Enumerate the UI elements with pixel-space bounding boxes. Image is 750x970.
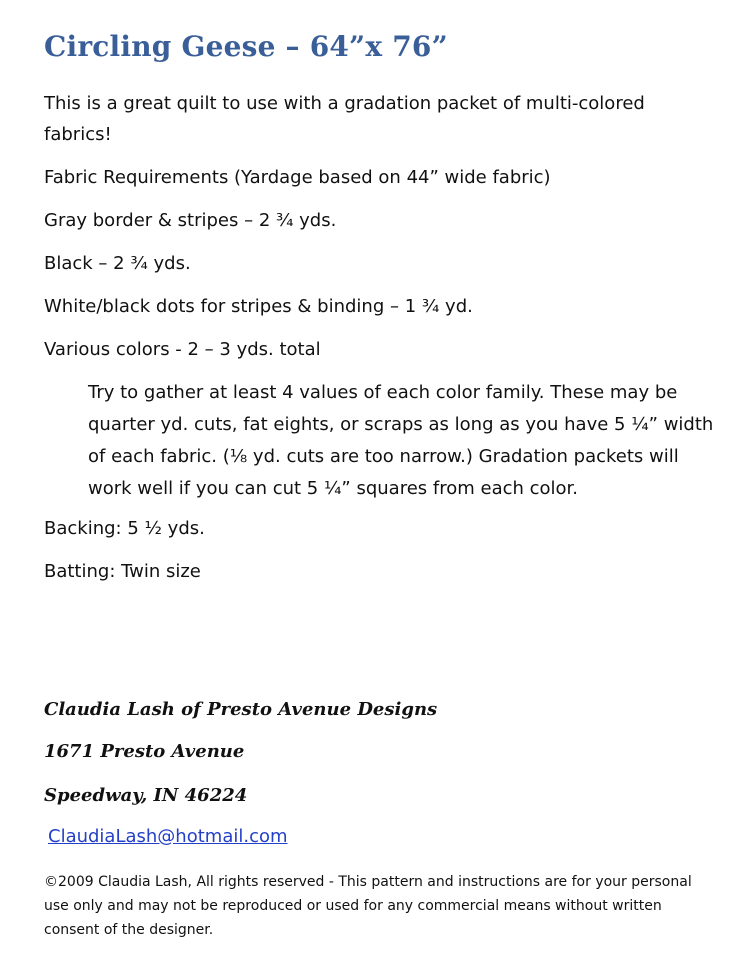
copyright-line: use only and may not be reproduced or used for any commercial means without written (44, 898, 662, 914)
color-note (88, 377, 713, 505)
intro-paragraph (44, 88, 645, 150)
intro-line: This is a great quilt to use with a gradation packet of multi-colored (44, 93, 645, 114)
copyright-line: ©2009 Claudia Lash, All rights reserved - This pattern and instructions are for your personal (44, 874, 692, 890)
fabric-requirements-heading: Fabric Requirements (Yardage based on 44” wide fabric) (44, 167, 551, 188)
copyright-line: consent of the designer. (44, 922, 214, 938)
designer-address: 1671 Presto Avenue (44, 741, 245, 762)
copyright-notice (44, 870, 692, 942)
note-line: quarter yd. cuts, fat eights, or scraps as long as you have 5 ¼” width (88, 414, 714, 435)
batting-requirement: Batting: Twin size (44, 561, 201, 582)
requirement-item: Gray border & stripes – 2 ¾ yds. (44, 210, 337, 231)
intro-line: fabrics! (44, 124, 112, 145)
note-line: work well if you can cut 5 ¼” squares from each color. (88, 478, 579, 499)
note-line: Try to gather at least 4 values of each color family. These may be (88, 382, 678, 403)
backing-requirement: Backing: 5 ½ yds. (44, 518, 205, 539)
note-line: of each fabric. (⅛ yd. cuts are too narrow.) Gradation packets will (88, 446, 679, 467)
requirement-item: Black – 2 ¾ yds. (44, 253, 191, 274)
designer-name: Claudia Lash of Presto Avenue Designs (44, 699, 438, 720)
email-link[interactable]: ClaudiaLash@hotmail.com (48, 826, 288, 847)
page-title: Circling Geese – 64”x 76” (44, 30, 448, 63)
designer-city: Speedway, IN 46224 (44, 785, 248, 806)
requirement-item: White/black dots for stripes & binding – 1 ¾ yd. (44, 296, 473, 317)
requirement-item: Various colors - 2 – 3 yds. total (44, 339, 321, 360)
